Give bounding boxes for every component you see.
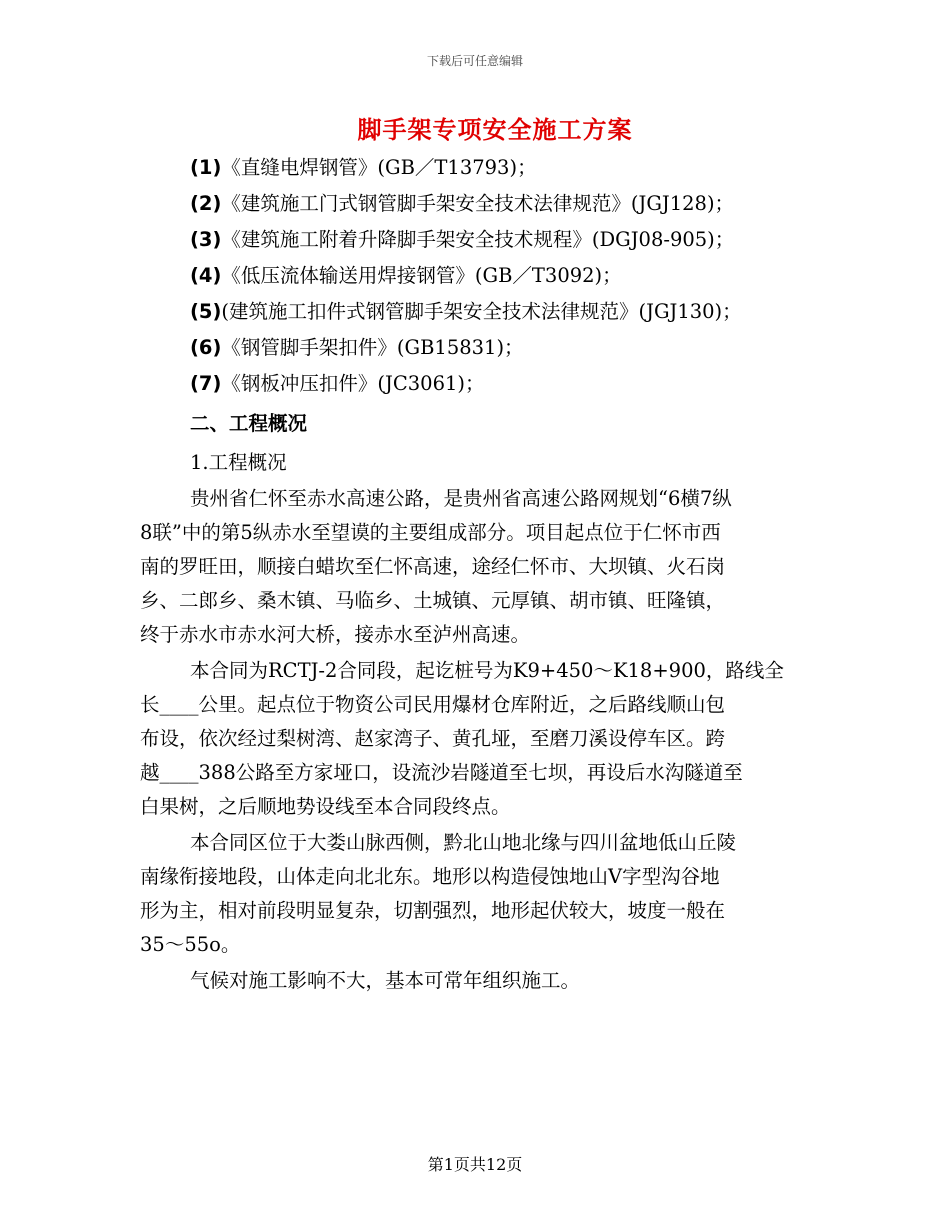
paragraph-line: 35～55o。 <box>140 933 241 956</box>
paragraph-line: 气候对施工影响不大，基本可常年组织施工。 <box>190 969 581 992</box>
paragraph-line: 贵州省仁怀至赤水高速公路，是贵州省高速公路网规划“6横7纵 <box>190 487 732 510</box>
sub-heading: 1.工程概况 <box>190 451 287 474</box>
paragraph <box>140 964 750 998</box>
document-body <box>140 150 810 998</box>
reference-item: (7)《钢板冲压扣件》(JC3061)； <box>190 372 485 395</box>
reference-item: (4)《低压流体输送用焊接钢管》(GB／T3092)； <box>190 264 622 287</box>
paragraph-line: 终于赤水市赤水河大桥，接赤水至泸州高速。 <box>140 623 531 646</box>
document-title: 脚手架专项安全施工方案 <box>357 116 633 144</box>
page-footer-page-number: 第1页共12页 <box>427 1155 523 1174</box>
paragraph-line: 南缘衔接地段，山体走向北北东。地形以构造侵蚀地山V字型沟谷地 <box>140 865 720 888</box>
paragraph <box>140 654 784 824</box>
reference-item: (3)《建筑施工附着升降脚手架安全技术规程》(DGJ08-905)； <box>190 228 735 251</box>
reference-item: (6)《钢管脚手架扣件》(GB15831)； <box>190 336 524 359</box>
section-heading: 二、工程概况 <box>190 412 308 435</box>
paragraph-line: 布设，依次经过梨树湾、赵家湾子、黄孔垭，至磨刀溪设停车区。跨 <box>140 727 726 750</box>
reference-item: (5)(建筑施工扣件式钢管脚手架安全技术法律规范》(JGJ130)； <box>190 300 742 323</box>
paragraph-line: 南的罗旺田，顺接白蜡坎至仁怀高速，途经仁怀市、大坝镇、火石岗 <box>140 555 726 578</box>
paragraph-line: 本合同区位于大娄山脉西侧，黔北山地北缘与四川盆地低山丘陵 <box>190 831 737 854</box>
paragraph-line: 本合同为RCTJ-2合同段，起讫桩号为K9+450～K18+900，路线全 <box>190 659 784 682</box>
paragraph <box>140 826 750 962</box>
reference-list <box>190 150 810 402</box>
reference-item: (2)《建筑施工门式钢管脚手架安全技术法律规范》(JGJ128)； <box>190 192 735 215</box>
reference-item: (1)《直缝电焊钢管》(GB／T13793)； <box>190 156 537 179</box>
paragraph-line: 8联”中的第5纵赤水至望谟的主要组成部分。项目起点位于仁怀市西 <box>140 521 721 544</box>
page-header-note: 下载后可任意编辑 <box>426 54 523 68</box>
paragraph-line: 长____公里。起点位于物资公司民用爆材仓库附近，之后路线顺山包 <box>140 693 726 716</box>
paragraph-line: 形为主，相对前段明显复杂，切割强烈，地形起伏较大，坡度一般在 <box>140 899 726 922</box>
paragraph-line: 越____388公路至方家垭口，设流沙岩隧道至七坝，再设后水沟隧道至 <box>140 761 743 784</box>
paragraph-line: 乡、二郎乡、桑木镇、马临乡、土城镇、元厚镇、胡市镇、旺隆镇， <box>140 589 726 612</box>
paragraph <box>140 482 750 652</box>
paragraph-line: 白果树，之后顺地势设线至本合同段终点。 <box>140 795 511 818</box>
